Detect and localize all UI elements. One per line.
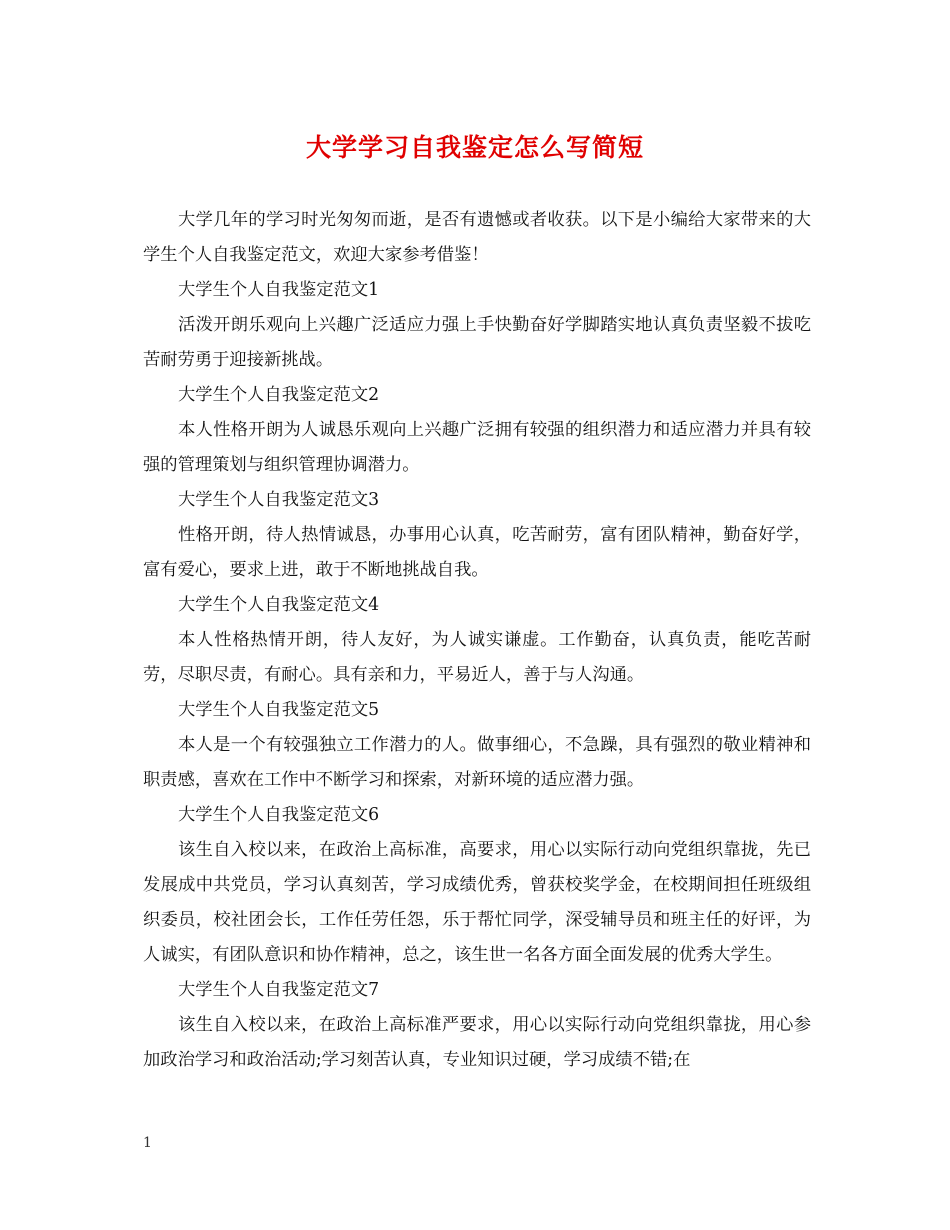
section-heading-2: 大学生个人自我鉴定范文2 [178,385,380,405]
document-body [143,203,811,1078]
section-heading-5: 大学生个人自我鉴定范文5 [178,700,380,720]
section-text-3: 性格开朗，待人热情诚恳，办事用心认真，吃苦耐劳，富有团队精神，勤奋好学，富有爱心，要求上进，敢于不断地挑战自我。 [143,525,811,580]
section-text-5: 本人是一个有较强独立工作潜力的人。做事细心，不急躁，具有强烈的敬业精神和职责感，喜欢在工作中不断学习和探索，对新环境的适应潜力强。 [143,735,811,790]
page-number: 1 [143,1135,152,1151]
section-text-4: 本人性格热情开朗，待人友好，为人诚实谦虚。工作勤奋，认真负责，能吃苦耐劳，尽职尽责，有耐心。具有亲和力，平易近人，善于与人沟通。 [143,630,811,685]
section-text-6: 该生自入校以来，在政治上高标准，高要求，用心以实际行动向党组织靠拢，先已发展成中共党员，学习认真刻苦，学习成绩优秀，曾获校奖学金，在校期间担任班级组织委员，校社团会长，工作任劳任怨，乐于帮忙同学，深受辅导员和班主任的好评，为人诚实，有团队意识和协作精神，总之，该生世一名各方面全面发展的优秀大学生。 [143,840,811,965]
section-text-7: 该生自入校以来，在政治上高标准严要求，用心以实际行动向党组织靠拢，用心参加政治学习和政治活动;学习刻苦认真，专业知识过硬，学习成绩不错;在 [143,1015,811,1070]
intro-paragraph: 大学几年的学习时光匆匆而逝，是否有遗憾或者收获。以下是小编给大家带来的大学生个人自我鉴定范文，欢迎大家参考借鉴！ [143,210,811,265]
section-heading-3: 大学生个人自我鉴定范文3 [178,490,380,510]
section-heading-6: 大学生个人自我鉴定范文6 [178,805,380,825]
section-text-2: 本人性格开朗为人诚恳乐观向上兴趣广泛拥有较强的组织潜力和适应潜力并具有较强的管理策划与组织管理协调潜力。 [143,420,811,475]
section-text-1: 活泼开朗乐观向上兴趣广泛适应力强上手快勤奋好学脚踏实地认真负责坚毅不拔吃苦耐劳勇于迎接新挑战。 [143,315,811,370]
section-heading-4: 大学生个人自我鉴定范文4 [178,595,380,615]
document-title: 大学学习自我鉴定怎么写简短 [305,133,644,162]
section-heading-1: 大学生个人自我鉴定范文1 [178,280,380,300]
section-heading-7: 大学生个人自我鉴定范文7 [178,980,380,1000]
